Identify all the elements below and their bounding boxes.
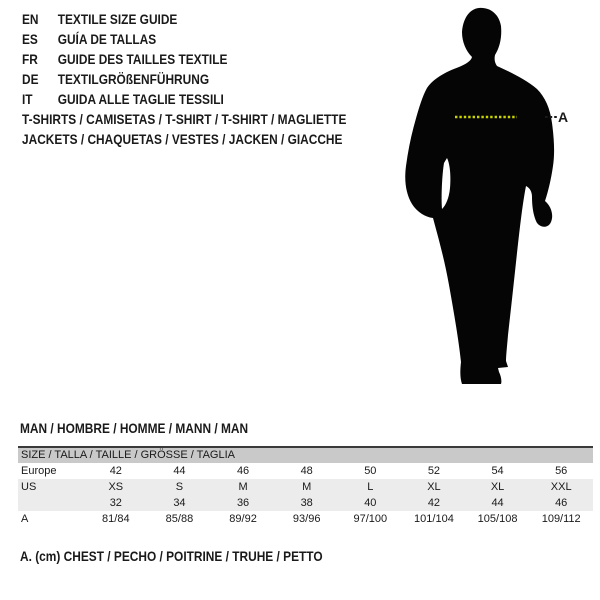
table-cell: 93/96 xyxy=(292,513,321,525)
table-cell: XXL xyxy=(550,481,572,493)
row-label: Europe xyxy=(21,465,57,477)
table-cell: 46 xyxy=(236,465,250,477)
language-row xyxy=(22,49,227,69)
table-cell: 34 xyxy=(173,497,186,509)
row-label: A xyxy=(21,513,29,525)
language-code: IT xyxy=(22,91,33,107)
table-cell: 85/88 xyxy=(165,513,194,525)
man-silhouette-figure xyxy=(398,5,583,395)
table-row-us xyxy=(18,479,593,495)
language-list xyxy=(22,9,227,109)
table-cell: 44 xyxy=(491,497,504,509)
language-title: GUÍA DE TALLAS xyxy=(57,31,157,47)
table-cell: 32 xyxy=(109,497,122,509)
table-cell: 89/92 xyxy=(229,513,257,525)
table-row-chest-a xyxy=(18,511,593,527)
category-line-jackets: JACKETS / CHAQUETAS / VESTES / JACKEN / GIACCHE xyxy=(22,131,343,147)
measure-label-a: A xyxy=(558,109,569,125)
language-code: FR xyxy=(22,51,38,67)
table-cell: S xyxy=(175,481,184,493)
table-cell: 101/104 xyxy=(414,513,454,525)
table-cell: 42 xyxy=(109,465,122,477)
table-cell: M xyxy=(238,481,248,493)
table-cell: 44 xyxy=(173,465,186,477)
language-code: EN xyxy=(22,11,39,27)
table-cell: XS xyxy=(108,481,124,493)
category-line-tshirts: T-SHIRTS / CAMISETAS / T-SHIRT / T-SHIRT / MAGLIETTE xyxy=(22,111,347,127)
table-row-europe xyxy=(18,463,593,479)
language-title: TEXTILGRÖßENFÜHRUNG xyxy=(57,71,210,87)
table-cell: 105/108 xyxy=(477,513,518,525)
table-cell: 81/84 xyxy=(102,513,130,525)
language-row xyxy=(22,9,227,29)
section-title-man: MAN / HOMBRE / HOMME / MANN / MAN xyxy=(20,420,249,436)
language-row xyxy=(22,89,227,109)
man-silhouette xyxy=(405,8,554,384)
table-row-us-numeric xyxy=(18,495,593,511)
table-cell: 109/112 xyxy=(541,513,581,525)
table-cell: XL xyxy=(490,481,505,493)
table-cell: L xyxy=(367,481,374,493)
language-code: ES xyxy=(22,31,38,47)
language-title: TEXTILE SIZE GUIDE xyxy=(57,11,178,27)
table-cell: 97/100 xyxy=(353,513,388,525)
table-cell: 52 xyxy=(427,465,441,477)
language-row xyxy=(22,29,227,49)
table-cell: 36 xyxy=(236,497,250,509)
language-code: DE xyxy=(22,71,39,87)
table-cell: M xyxy=(302,481,312,493)
table-cell: 46 xyxy=(555,497,568,509)
language-row xyxy=(22,69,227,89)
table-cell: XL xyxy=(427,481,441,493)
table-cell: 50 xyxy=(364,465,377,477)
size-table-header: SIZE / TALLA / TAILLE / GRÖSSE / TAGLIA xyxy=(18,448,593,463)
language-title: GUIDA ALLE TAGLIE TESSILI xyxy=(57,91,224,107)
table-cell: 48 xyxy=(300,465,313,477)
table-cell: 56 xyxy=(555,465,568,477)
table-cell: 42 xyxy=(427,497,441,509)
language-title: GUIDE DES TAILLES TEXTILE xyxy=(57,51,228,67)
table-cell: 38 xyxy=(300,497,313,509)
table-cell: 54 xyxy=(491,465,504,477)
category-list xyxy=(22,109,346,149)
size-table xyxy=(18,446,593,527)
row-label: US xyxy=(21,481,37,493)
measurement-footnote: A. (cm) CHEST / PECHO / POITRINE / TRUHE / PETTO xyxy=(20,548,323,564)
table-cell: 40 xyxy=(364,497,377,509)
